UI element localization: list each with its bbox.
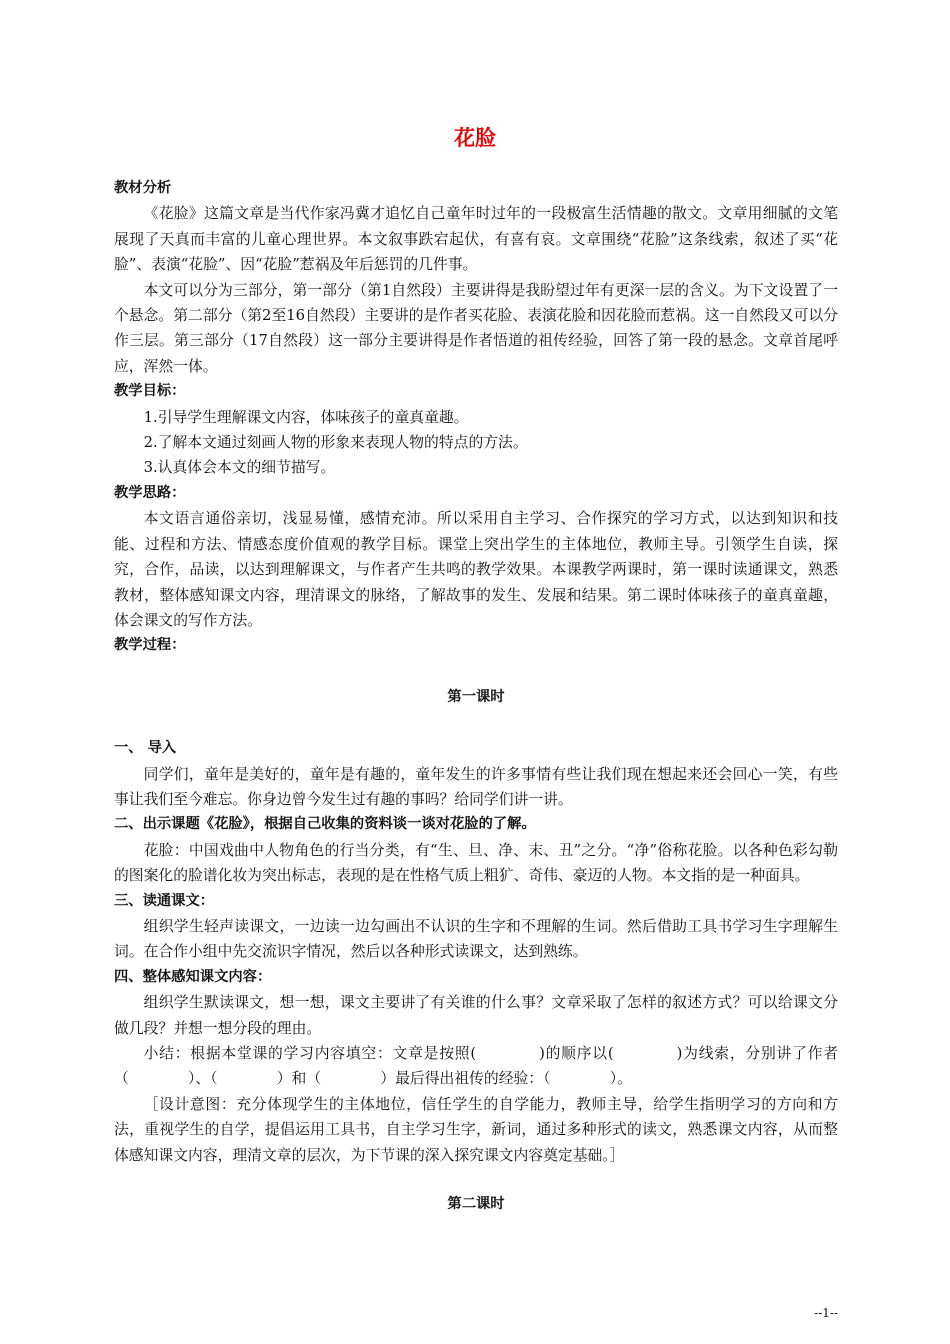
process-heading: 教学过程： — [114, 637, 186, 654]
step-2-paragraph: 花脸：中国戏曲中人物角色的行当分类，有“生、旦、净、末、丑”之分。“净”俗称花脸。以各种色彩勾勒的图案化的脸谱化妆为突出标志，表现的是在性格气质上粗犷、奇伟、豪迈的人物。本文指的是一种面具。 — [114, 841, 838, 885]
analysis-paragraph-1: 《花脸》这篇文章是当代作家冯冀才追忆自己童年时过年的一段极富生活情趣的散文。文章用细腻的文笔展现了天真而丰富的儿童心理世界。本文叙事跌宕起伏，有喜有哀。文章围绕“花脸”这条线索，叙述了买“花脸”、表演“花脸”、因“花脸”惹祸及年后惩罚的几件事。 — [114, 205, 838, 274]
step-1-heading: 一、 导入 — [114, 740, 177, 757]
goal-item-3: 3.认真体会本文的细节描写。 — [143, 459, 336, 477]
document-body — [114, 176, 838, 1243]
ideas-paragraph: 本文语言通俗亲切，浅显易懂，感情充沛。所以采用自主学习、合作探究的学习方式，以达到知识和技能、过程和方法、情感态度价值观的教学目标。课堂上突出学生的主体地位，教师主导。引领学生自读，探究，合作，品读，以达到理解课文，与作者产生共鸣的教学效果。本课教学两课时，第一课时读通课文，熟悉教材，整体感知课文内容，理清课文的脉络，了解故事的发生、发展和结果。第二课时体味孩子的童真童趣，体会课文的写作方法。 — [114, 510, 838, 629]
goal-item-1: 1.引导学生理解课文内容，体味孩子的童真童趣。 — [143, 408, 469, 426]
step-2-heading: 二、出示课题《花脸》，根据自己收集的资料谈一谈对花脸的了解。 — [114, 816, 536, 833]
page-title: 花脸 — [454, 126, 496, 150]
step-4-paragraph-1: 组织学生默读课文，想一想，课文主要讲了有关谁的什么事？文章采取了怎样的叙述方式？可以给课文分做几段？并想一想分段的理由。 — [114, 994, 838, 1037]
step-4-design-intent: ［设计意图：充分体现学生的主体地位，信任学生的自学能力，教师主导，给学生指明学习的方向和方法，重视学生的自学，提倡运用工具书，自主学习生字，新词，通过多种形式的读文，熟悉课文内容，从而整体感知课文内容，理清文章的层次，为下节课的深入探究课文内容奠定基础。］ — [114, 1095, 838, 1164]
analysis-heading: 教材分析 — [114, 180, 172, 196]
page-number: --1-- — [814, 1306, 838, 1320]
step-1-paragraph: 同学们，童年是美好的，童年是有趣的，童年发生的许多事情有些让我们现在想起来还会回心一笑，有些事让我们至今难忘。你身边曾今发生过有趣的事吗？给同学们讲一讲。 — [114, 765, 838, 808]
analysis-paragraph-2: 本文可以分为三部分，第一部分（第1自然段）主要讲得是我盼望过年有更深一层的含义。为下文设置了一个悬念。第二部分（第2至16自然段）主要讲的是作者买花脸、表演花脸和因花脸而惹祸。这一自然段又可以分作三层。第三部分（17自然段）这一部分主要讲得是作者悟道的祖传经验，回答了第一段的悬念。文章首尾呼应，浑然一体。 — [114, 281, 838, 375]
lesson-2-title: 第二课时 — [447, 1196, 505, 1213]
step-4-summary-fill-in: 小结：根据本堂课的学习内容填空：文章是按照( )的顺序以( )为线索，分别讲了作者（ ）、（ ）和（ ）最后得出祖传的经验：（ ）。 — [114, 1045, 838, 1088]
goals-heading: 教学目标： — [114, 383, 186, 400]
ideas-heading: 教学思路： — [114, 484, 186, 501]
goal-item-2: 2.了解本文通过刻画人物的形象来表现人物的特点的方法。 — [143, 434, 528, 452]
step-4-heading: 四、整体感知课文内容： — [114, 968, 272, 985]
step-3-heading: 三、读通课文： — [114, 892, 215, 909]
step-3-paragraph: 组织学生轻声读课文，一边读一边勾画出不认识的生字和不理解的生词。然后借助工具书学习生字理解生词。在合作小组中先交流识字情况，然后以各种形式读课文，达到熟练。 — [114, 917, 838, 961]
lesson-1-title: 第一课时 — [447, 688, 505, 705]
